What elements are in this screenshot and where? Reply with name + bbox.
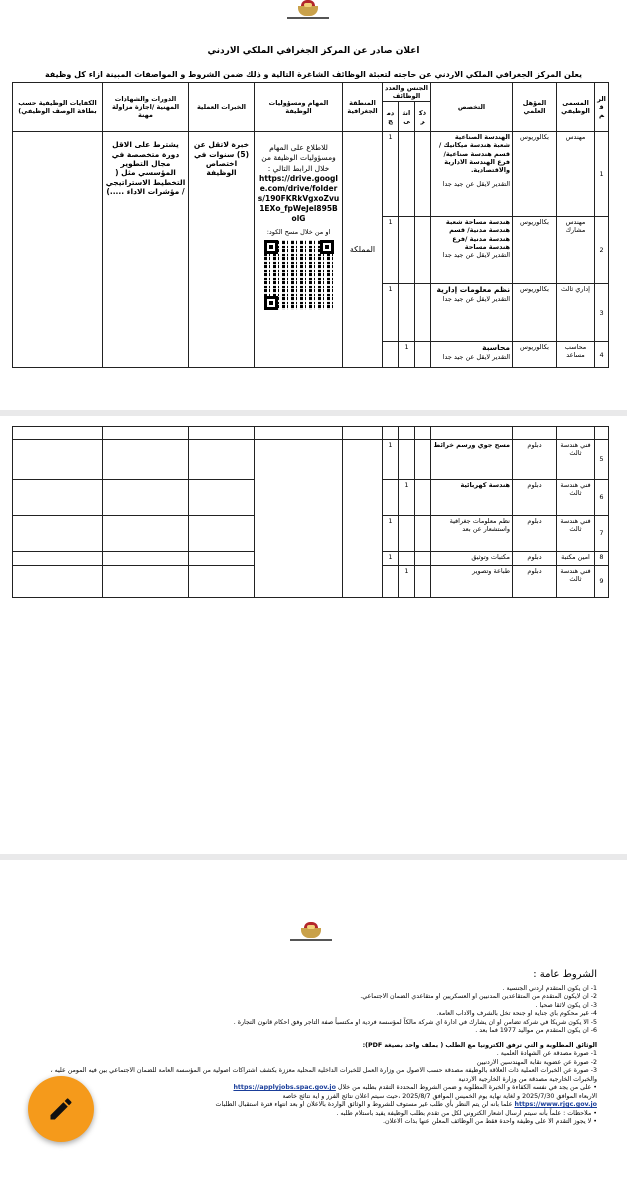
table-row [13, 440, 609, 480]
row-degree: بكالوريوس [513, 342, 557, 368]
pencil-icon [47, 1095, 75, 1123]
row-degree: بكالوريوس [513, 217, 557, 284]
experience-cell-empty [189, 440, 255, 480]
courses-cell-empty [103, 566, 189, 598]
experience-cell-empty [189, 480, 255, 516]
row-male [415, 132, 431, 217]
condition-item: 5- الا يكون شريكا في شركة تضامن او ان يشارك في ادارة اي شركة مالكاً لمؤسسة فردية او مكتسباً صفة التاجر وفق احكام قانون التجارة . [233, 1018, 597, 1026]
row-degree: دبلوم [513, 516, 557, 552]
competencies-cell-empty [13, 552, 103, 566]
row-specialization [431, 284, 513, 342]
row-degree: بكالوريوس [513, 132, 557, 217]
row-male [415, 342, 431, 368]
row-degree: دبلوم [513, 440, 557, 480]
edit-fab-button[interactable] [28, 1076, 94, 1142]
experience-cell-empty [189, 516, 255, 552]
row-num: 8 [595, 552, 609, 566]
note-item: • ملاحظات : علماً بأنه سيتم ارسال اشعار الكتروني لكل من تقدم بطلب الوظيفة يفيد باستلام طلبه . [336, 1109, 597, 1117]
courses-cell-empty [103, 516, 189, 552]
row-specialization [431, 342, 513, 368]
document-item: 3- صورة عن الخبرات العملية ذات العلاقة بالوظيفة مصدقة حسب الاصول من وزارة العمل للخبرات الداخلية المحلية معززة بكشف اشتراكات اصولية من المؤسسة العامة للضمان الاجتماعي بين فيه المومن عليه ، والخبرات الخارجية مصدقة من وزارة الخارجية الاردنية [50, 1067, 597, 1083]
row-degree: بكالوريوس [513, 284, 557, 342]
region-cell: المملكة [343, 132, 383, 368]
row-female: 1 [399, 566, 415, 598]
spec-main: الهندسة الصناعية [454, 133, 511, 142]
note-item: • لا يجوز التقدم الا على وظيفة واحدة فقط من الوظائف المعلن عنها بذات الاعلان. [382, 1118, 597, 1125]
row-degree: دبلوم [513, 480, 557, 516]
row-both: 1 [383, 552, 399, 566]
note-item: الاربعاء الموافق 2025/7/30 و لغاية نهاية يوم الخميس الموافق 2025/8/7 ،حيث سيتم اعلان نتائج الفرز و اية نتائج خاصة [282, 1092, 597, 1100]
row-female [399, 132, 415, 217]
document-item: 1- صورة مصدقة عن الشهادة العلمية . [496, 1050, 597, 1057]
competencies-cell-empty [13, 566, 103, 598]
row-both: 1 [383, 440, 399, 480]
competencies-cell-empty [13, 480, 103, 516]
table-row [13, 132, 609, 217]
row-specialization [431, 217, 513, 284]
header-both: دمج [383, 102, 399, 132]
row-specialization: مسح جوي ورسم خرائط [431, 440, 513, 480]
row-specialization: نظم معلومات جغرافية واستشعار عن بعد [431, 516, 513, 552]
header-experience: الخبرات العملية [189, 83, 255, 132]
row-title: فني هندسة ثالث [557, 440, 595, 480]
row-female [399, 516, 415, 552]
header-num: الرقم [595, 83, 609, 132]
courses-cell: يشترط على الاقل دورة متخصصة في مجال التطوير المؤسسي مثل ( التخطيط الاستراتيجي / مؤشرات الاداء .....) [103, 132, 189, 368]
row-both [383, 480, 399, 516]
experience-cell-empty [189, 552, 255, 566]
row-title: محاسب مساعد [557, 342, 595, 368]
document-page-1 [0, 0, 627, 410]
row-num: 3 [595, 284, 609, 342]
row-male [415, 440, 431, 480]
spec-detail: شعبة هندسة ميكانيك /قسم هندسة صناعية/ فرع الهندسة الادارية والاقتصادية. [438, 141, 511, 174]
row-num: 7 [595, 516, 609, 552]
spec-grade: التقدير لايقل عن جيد جدا [442, 294, 511, 303]
row-female: 1 [399, 342, 415, 368]
condition-item: 4- غير محكوم باي جناية او جنحة تخل بالشرف والاداب العامة. [436, 1010, 597, 1017]
tasks-qr-label: او من خلال مسح الكود: [266, 228, 331, 237]
row-male [415, 284, 431, 342]
tasks-cell [255, 132, 343, 368]
row-both: 1 [383, 284, 399, 342]
row-female [399, 284, 415, 342]
row-title: مهندس [557, 132, 595, 217]
document-item: 2- صورة عن عضوية نقابة المهندسين الاردنيين [476, 1058, 597, 1066]
row-title: امين مكتبة [557, 552, 595, 566]
spec-detail: هندسة مدنية/ قسم هندسة مدنية /فرع هندسة مساحة [449, 226, 511, 251]
jobs-table-part1 [12, 82, 609, 368]
conditions-heading: الشروط عامة : [533, 969, 597, 980]
row-male [415, 516, 431, 552]
header-specialization: التخصص [431, 83, 513, 132]
experience-cell: خبرة لاتقل عن (5) سنوات في اختصاص الوظيفة [189, 132, 255, 368]
condition-item: 6- ان يكون المتقدم من مواليد 1977 فما بعد . [475, 1027, 597, 1034]
spec-main: محاسبة [482, 343, 511, 353]
rjgc-link[interactable]: https://www.rjgc.gov.jo [514, 1101, 597, 1108]
row-male [415, 217, 431, 284]
experience-cell-empty [189, 566, 255, 598]
row-both: 1 [383, 516, 399, 552]
row-female: 1 [399, 480, 415, 516]
jordan-crest-logo [298, 922, 324, 942]
spec-grade: التقدير لايقل عن جيد جدا [442, 352, 511, 361]
header-title: المسمى الوظيفي [557, 83, 595, 132]
row-title: مهندس مشارك [557, 217, 595, 284]
row-female [399, 217, 415, 284]
header-gender-count: الجنس والعدد الوظائف [383, 83, 431, 102]
header-female: انثى [399, 102, 415, 132]
condition-item: 2- ان لايكون المتقدم من المتقاعدين المدنيين او العسكريين او متقاعدي الضمان الاجتماعي. [360, 993, 597, 1000]
row-both: 1 [383, 132, 399, 217]
row-title: فني هندسة ثالث [557, 566, 595, 598]
competencies-cell-empty [13, 440, 103, 480]
jobs-table-part2 [12, 426, 609, 598]
row-degree: دبلوم [513, 552, 557, 566]
row-female [399, 552, 415, 566]
row-male [415, 552, 431, 566]
qr-code-icon [264, 240, 334, 310]
tasks-text: للاطلاع على المهام ومسؤوليات الوظيفة من خلال الرابط التالي : [261, 143, 336, 173]
header-competencies: الكفايات الوظيفية حسب بطاقة الوصف الوظيفي) [13, 83, 103, 132]
courses-cell-empty [103, 480, 189, 516]
row-both [383, 566, 399, 598]
apply-link[interactable]: https://applyjobs.spac.gov.jo [233, 1084, 336, 1091]
general-conditions [37, 968, 597, 1127]
row-degree: دبلوم [513, 566, 557, 598]
row-male [415, 480, 431, 516]
note-item: • على من يجد في نفسه الكفاءة و الخبرة المطلوبة و ضمن الشروط المحددة التقدم بطلبه من خلال https://applyjobs.spac.gov.jo [233, 1084, 597, 1091]
header-degree: المؤهل العلمي [513, 83, 557, 132]
condition-item: 3- ان يكون لائقا صحيا . [535, 1001, 597, 1009]
document-page-3 [0, 860, 627, 1200]
row-title: إداري ثالث [557, 284, 595, 342]
row-num: 9 [595, 566, 609, 598]
jordan-crest-logo [295, 0, 321, 20]
row-num: 6 [595, 480, 609, 516]
document-page-2 [0, 416, 627, 854]
row-specialization: مكتبات وتوثيق [431, 552, 513, 566]
row-male [415, 566, 431, 598]
competencies-cell-empty [13, 516, 103, 552]
note-item: https://www.rjgc.gov.jo علما بانه لن يتم النظر بأي طلب غير مستوف للشروط و الوثائق الواردة بالاعلان او بعد انتهاء فترة استقبال الطلبات [215, 1101, 597, 1108]
row-title: فني هندسة ثالث [557, 516, 595, 552]
row-specialization [431, 132, 513, 217]
header-courses: الدورات والشهادات المهنية /اجازة مزاولة مهنة [103, 83, 189, 132]
announcement-title: اعلان صادر عن المركز الجغرافي الملكي الاردني [207, 46, 420, 56]
row-num: 1 [595, 132, 609, 217]
courses-cell-empty [103, 552, 189, 566]
courses-cell-empty [103, 440, 189, 480]
header-tasks: المهام ومسؤوليات الوظيفة [255, 83, 343, 132]
row-title: فني هندسة ثالث [557, 480, 595, 516]
spec-main: هندسة مساحة شعبة [445, 218, 511, 227]
documents-heading: الوثائق المطلوبة و التي ترفق الكترونيا مع الطلب ( بملف واحد بصيغة PDF): [362, 1041, 597, 1049]
header-male: ذكر [415, 102, 431, 132]
row-female [399, 440, 415, 480]
tasks-link[interactable]: https://drive.google.com/drive/folders/190FKRkVgxoZvu1EXo_fpWeJel895BolG [257, 173, 340, 224]
spec-main: نظم معلومات إدارية [436, 285, 511, 295]
spec-grade: التقدير لايقل عن جيد جدا [442, 250, 511, 259]
row-num: 2 [595, 217, 609, 284]
row-both: 1 [383, 217, 399, 284]
row-num: 5 [595, 440, 609, 480]
condition-item: 1- ان يكون المتقدم اردني الجنسية . [502, 984, 597, 992]
spec-grade: التقدير لايقل عن جيد جدا [442, 179, 511, 188]
row-num: 4 [595, 342, 609, 368]
region-cell-empty [343, 440, 383, 598]
row-specialization: طباعة وتصوير [431, 566, 513, 598]
tasks-cell-empty [255, 440, 343, 598]
announcement-subtitle: يعلن المركز الجغرافي الملكي الاردني عن حاجته لتعبئة الوظائف الشاغرة التالية و ذلك ضمن الشروط و المواصفات المبينة ازاء كل وظيفة [44, 70, 583, 79]
header-region: المنطقة الجغرافية [343, 83, 383, 132]
row-specialization: هندسة كهربائية [431, 480, 513, 516]
row-both [383, 342, 399, 368]
competencies-cell [13, 132, 103, 368]
